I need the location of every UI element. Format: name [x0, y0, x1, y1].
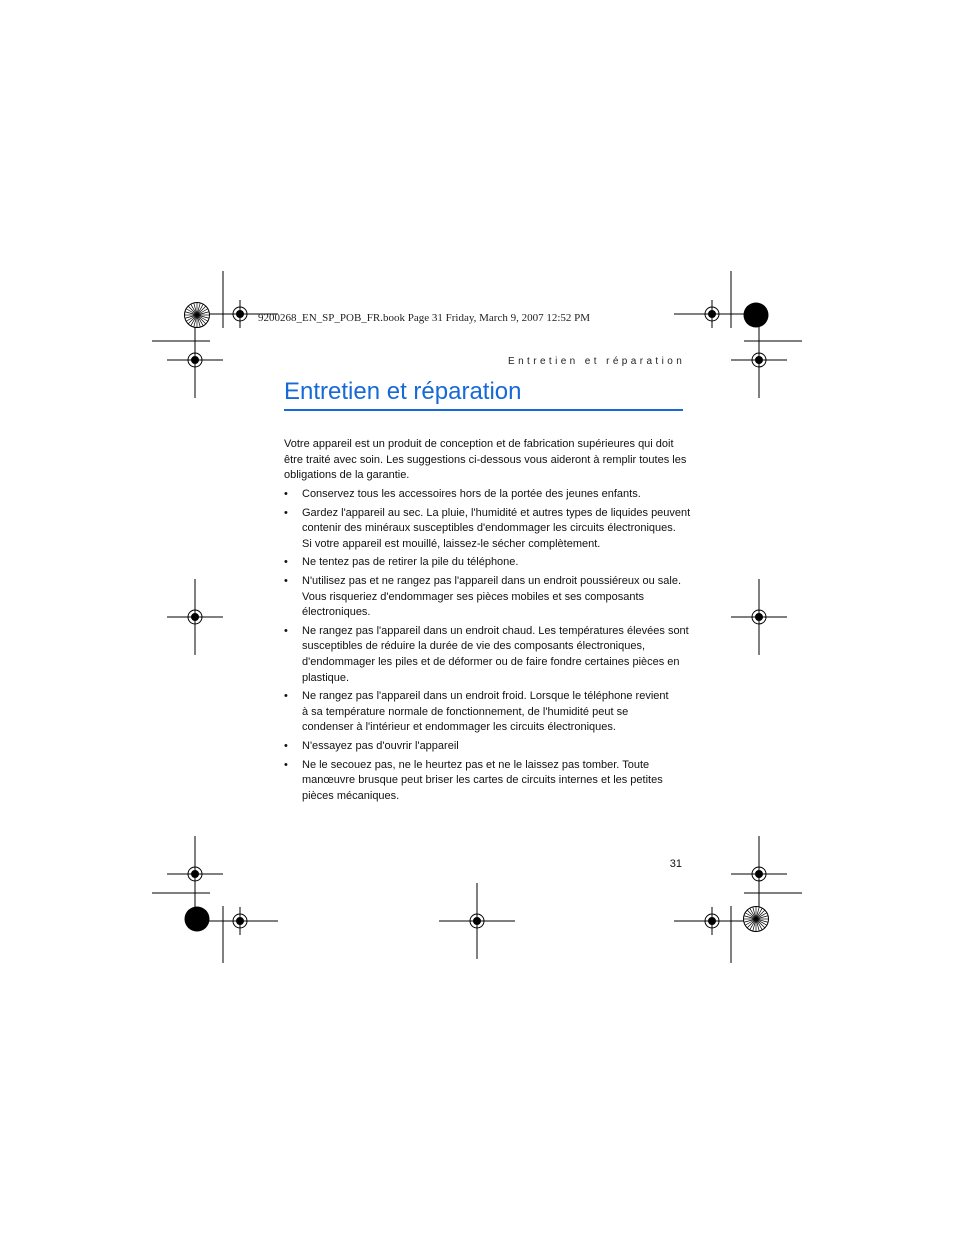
- list-item-line: N'utilisez pas et ne rangez pas l'appareil dans un endroit poussiéreux ou sale.: [302, 574, 682, 587]
- bullet-marker: •: [284, 739, 288, 752]
- list-item-line: Ne le secouez pas, ne le heurtez pas et ne le laissez pas tomber. Toute: [302, 758, 650, 771]
- list-item-line: Ne rangez pas l'appareil dans un endroit chaud. Les températures élevées sont: [302, 624, 689, 637]
- running-head: Entretien et réparation: [508, 356, 686, 367]
- list-item-line: Si votre appareil est mouillé, laissez-le sécher complètement.: [302, 537, 601, 550]
- list-item: [284, 506, 691, 553]
- list-item-line: condenser à l'intérieur et endommager les circuits électroniques.: [302, 721, 616, 734]
- intro-line: Votre appareil est un produit de conception et de fabrication supérieures qui doit: [284, 438, 674, 450]
- list-item-line: Conservez tous les accessoires hors de la portée des jeunes enfants.: [302, 488, 641, 500]
- list-item: [284, 487, 684, 503]
- list-item: [284, 689, 684, 736]
- list-item-line: électroniques.: [302, 606, 371, 619]
- list-item-line: Gardez l'appareil au sec. La pluie, l'humidité et autres types de liquides peuvent: [302, 506, 691, 519]
- list-item-line: contenir des minéraux susceptibles d'endommager les circuits électroniques.: [302, 522, 676, 535]
- list-item-line: susceptibles de réduire la durée de vie des composants électroniques,: [302, 640, 646, 653]
- bullet-marker: •: [284, 758, 288, 771]
- list-item-line: d'endommager les piles et de déformer ou de faire fondre certaines pièces en: [302, 655, 680, 668]
- list-item-line: pièces mécaniques.: [302, 789, 400, 802]
- care-tips-list: [284, 487, 691, 807]
- list-item-line: Ne tentez pas de retirer la pile du téléphone.: [302, 556, 519, 569]
- bullet-marker: •: [284, 506, 288, 519]
- title-underline: [284, 409, 683, 411]
- list-item-line: à sa température normale de fonctionnement, de l'humidité peut se: [302, 705, 629, 718]
- list-item: [284, 555, 684, 571]
- list-item: [284, 624, 689, 686]
- bullet-marker: •: [284, 488, 288, 500]
- book-slug: 9200268_EN_SP_POB_FR.book Page 31 Friday, March 9, 2007 12:52 PM: [258, 312, 591, 324]
- intro-paragraph: [284, 437, 687, 484]
- list-item: [284, 758, 684, 805]
- bullet-marker: •: [284, 624, 288, 637]
- bullet-marker: •: [284, 556, 288, 569]
- list-item-line: manœuvre brusque peut briser les cartes de circuits internes et les petites: [302, 774, 663, 787]
- page-title: Entretien et réparation: [284, 378, 522, 405]
- list-item-line: Ne rangez pas l'appareil dans un endroit froid. Lorsque le téléphone revient: [302, 690, 669, 703]
- list-item: [284, 739, 684, 755]
- bullet-marker: •: [284, 574, 288, 587]
- list-item-line: Vous risqueriez d'endommager ses pièces mobiles et ses composants: [302, 590, 645, 603]
- list-item-line: N'essayez pas d'ouvrir l'appareil: [302, 739, 459, 752]
- bullet-marker: •: [284, 690, 288, 703]
- page-number: 31: [669, 858, 682, 870]
- list-item: [284, 574, 684, 621]
- list-item-line: plastique.: [302, 671, 350, 684]
- intro-line: obligations de la garantie.: [284, 469, 410, 482]
- intro-line: être traité avec soin. Les suggestions ci-dessous vous aideront à remplir toutes les: [284, 453, 687, 466]
